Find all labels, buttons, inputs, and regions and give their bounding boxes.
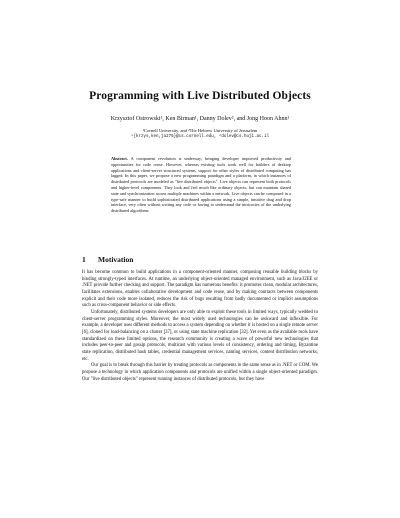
paragraph-3: Our goal is to break through this barrier by treating protocols as components in the same sense as in .NET or COM. We propose a technology in which application components and protocols are unified within a single object-oriented paradigm. Our "live distributed objects" represent running instances of distributed protocols, but they have: [82, 363, 318, 382]
abstract: [111, 156, 291, 214]
abstract-text: A component revolution is underway, bringing developer improved productivity and opportunities for code reuse. However, whereas existing tools work well for builders of desktop applications and client-server structured systems, support for other styles of distributed computing has lagged. In this paper, we propose a new programming paradigm and a platform, in which instances of distributed protocols are modeled as "live distributed objects". Live objects can represent both protocols and higher-level components. They look and feel much like ordinary objects, but can maintain shared state and synchronization across multiple machines within a network. Live objects can be composed in a type-safe manner to build sophisticated distributed applications using a simple, intuitive drag and drop interface, very often without writing any code or having to understand the intricacies of the underlying distributed algorithms.: [111, 156, 291, 214]
affiliations: [0, 128, 400, 140]
author-list: Krzysztof Ostrowski¹, Ken Birman¹, Danny Dolev², and Jong Hoon Ahnn¹: [110, 116, 290, 122]
abstract-label: Abstract.: [111, 156, 128, 161]
paper-title: Programming with Live Distributed Objects: [89, 90, 311, 102]
email-line: ¹{krzys,ken,ja275}@cs.cornell.edu, ²dolev@cs.huji.ac.il: [130, 135, 270, 140]
section-title: Motivation: [98, 255, 134, 264]
paragraph-2: Unfortunately, distributed systems developers are only able to exploit these tools in limited ways, typically wedded to client-server programming styles. Moreover, the most widely used technologies can be awkward and inflexible. For example, a developer uses different methods to access a system depending on whether it is hosted on a single remote server [6], cloned for load-balancing on a cluster [37], or using state machine replication [32]. Yet even as the available tools have standardized on these limited options, the research community is creating a wave of powerful new technologies that includes peer-to-peer and gossip protocols, multicast with various levels of consistency, ordering and timing, Byzantine state replication, distributed hash tables, credential management services, naming services, content distribution networks, etc.: [82, 309, 318, 362]
section-body: [82, 270, 318, 383]
affiliation-line: ¹Cornell University, and ²The Hebrew University of Jerusalem: [142, 128, 258, 133]
paragraph-1: It has become common to build applications in a component-oriented manner, composing reusable building blocks by binding strongly-typed interfaces. At runtime, an underlying object-oriented managed environment, such as Java/J2EE or .NET provide further checking and support. The paradigm has numerous benefits: it promotes clean, modular architectures, facilitates extensions, enables collaborative development and code reuse, and by making contracts between components explicit and their code more isolated, reduces the risk of bugs resulting from badly documented or implicit assumptions such as cross-component behavior or side effects.: [82, 270, 318, 309]
section-number: 1: [82, 255, 86, 264]
section-heading: [82, 255, 133, 264]
